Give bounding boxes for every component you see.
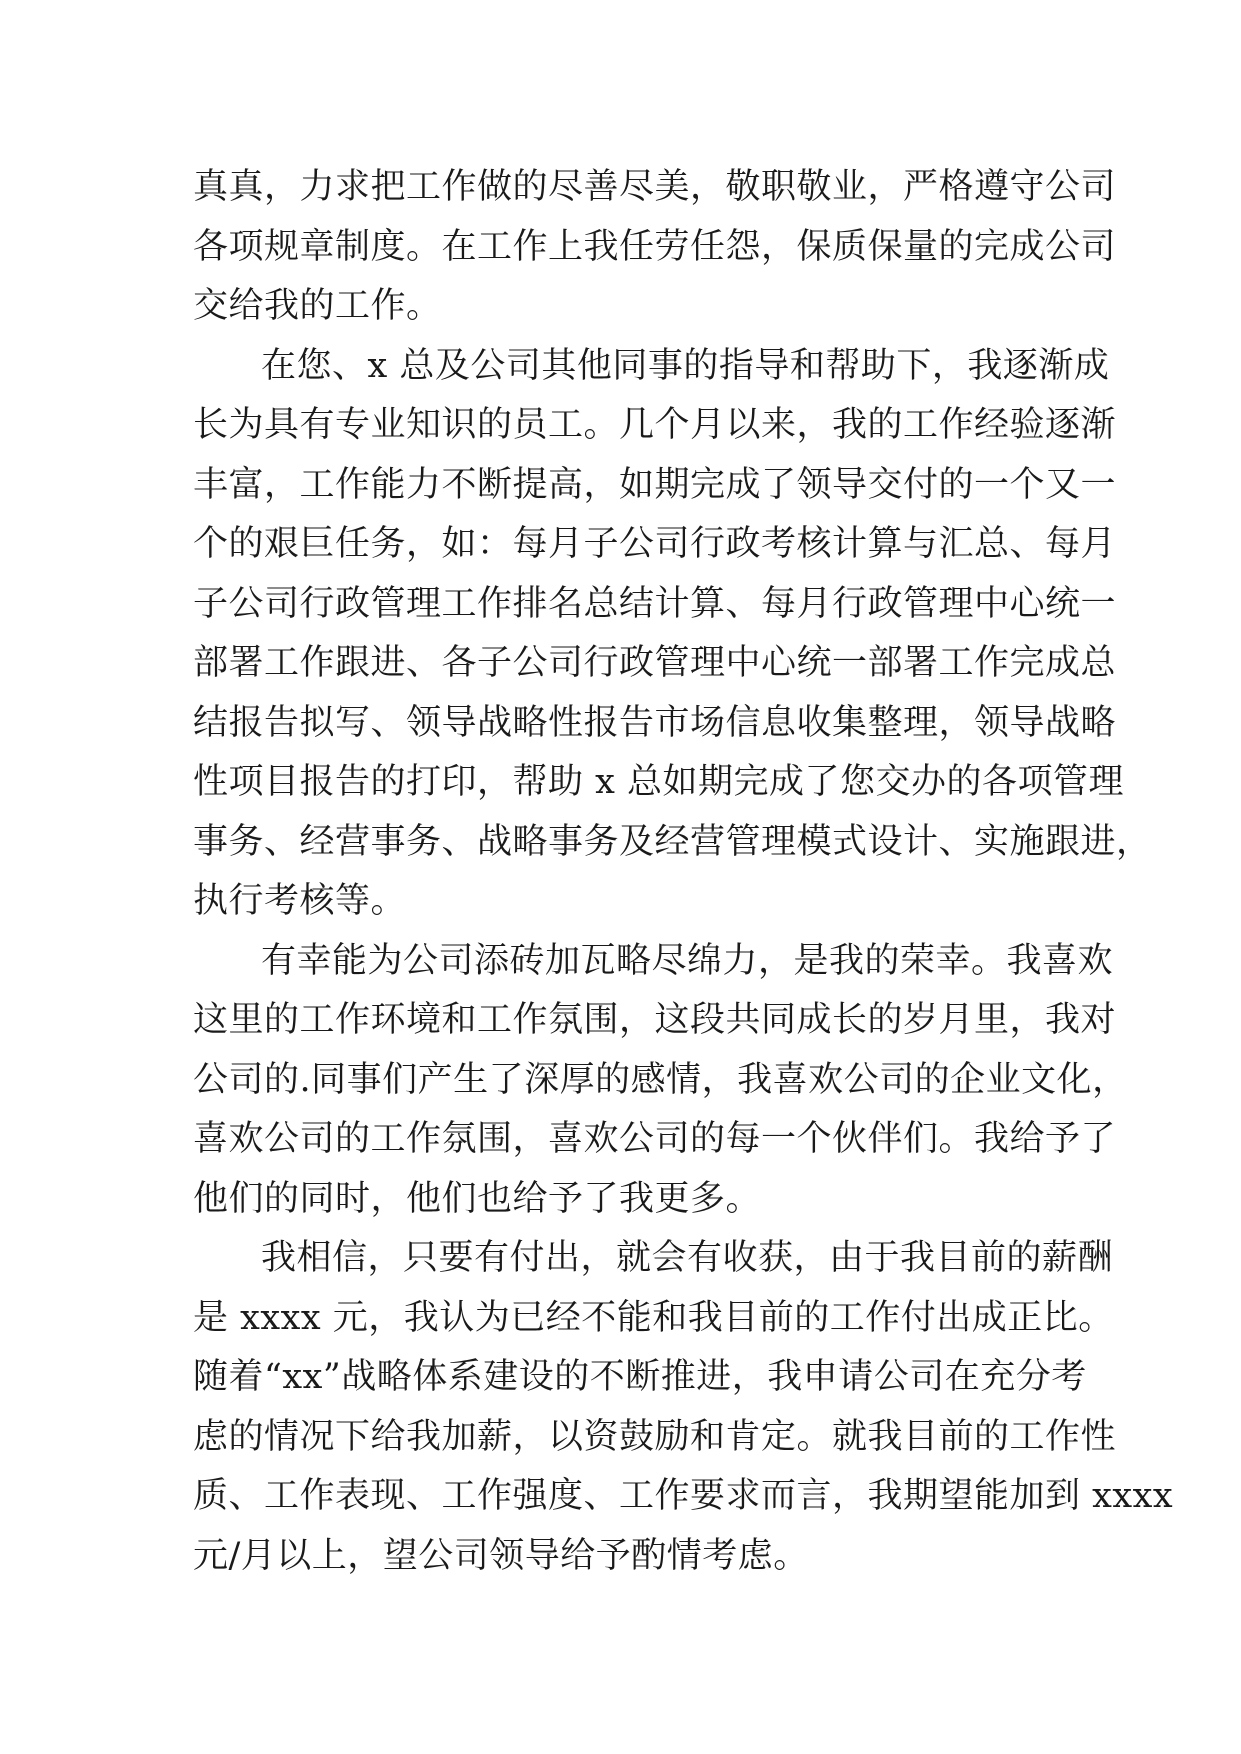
text-line: 喜欢公司的工作氛围，喜欢公司的每一个伙伴们。我给予了 [193,1119,1117,1159]
text-line: 真真，力求把工作做的尽善尽美，敬职敬业，严格遵守公司 [193,167,1117,207]
text-line: 我相信，只要有付出，就会有收获，由于我目前的薪酬 [261,1238,1114,1278]
text-line: 公司的.同事们产生了深厚的感情，我喜欢公司的企业文化， [193,1059,1128,1100]
text-line: 他们的同时，他们也给予了我更多。 [193,1178,762,1219]
text-line: 各项规章制度。在工作上我任劳任怨，保质保量的完成公司 [193,226,1117,267]
text-line: 事务、经营事务、战略事务及经营管理模式设计、实施跟进， [193,821,1152,862]
text-line: 执行考核等。 [193,881,407,921]
text-line: 随着“xx”战略体系建设的不断推进，我申请公司在充分考 [193,1357,1087,1397]
text-line: 长为具有专业知识的员工。几个月以来，我的工作经验逐渐 [193,405,1117,445]
document-body [193,158,1174,1586]
text-line: 元/月以上，望公司领导给予酌情考虑。 [193,1535,809,1576]
text-line: 这里的工作环境和工作氛围，这段共同成长的岁月里，我对 [193,1000,1117,1040]
text-line: 部署工作跟进、各子公司行政管理中心统一部署工作完成总 [193,643,1117,683]
text-line: 是 xxxx 元，我认为已经不能和我目前的工作付出成正比。 [193,1297,1114,1338]
text-line: 有幸能为公司添砖加瓦略尽绵力，是我的荣幸。我喜欢 [261,940,1114,981]
text-line: 性项目报告的打印，帮助 x 总如期完成了您交办的各项管理 [193,762,1124,802]
text-line: 质、工作表现、工作强度、工作要求而言，我期望能加到 xxxx [193,1476,1174,1516]
text-line: 个的艰巨任务，如：每月子公司行政考核计算与汇总、每月 [193,524,1117,564]
text-line: 虑的情况下给我加薪，以资鼓励和肯定。就我目前的工作性 [193,1416,1117,1457]
text-line: 结报告拟写、领导战略性报告市场信息收集整理，领导战略 [193,702,1117,743]
text-line: 在您、x 总及公司其他同事的指导和帮助下，我逐渐成 [261,345,1110,386]
text-line: 子公司行政管理工作排名总结计算、每月行政管理中心统一 [193,583,1117,624]
text-line: 丰富，工作能力不断提高，如期完成了领导交付的一个又一 [193,464,1117,505]
text-line: 交给我的工作。 [193,286,442,326]
